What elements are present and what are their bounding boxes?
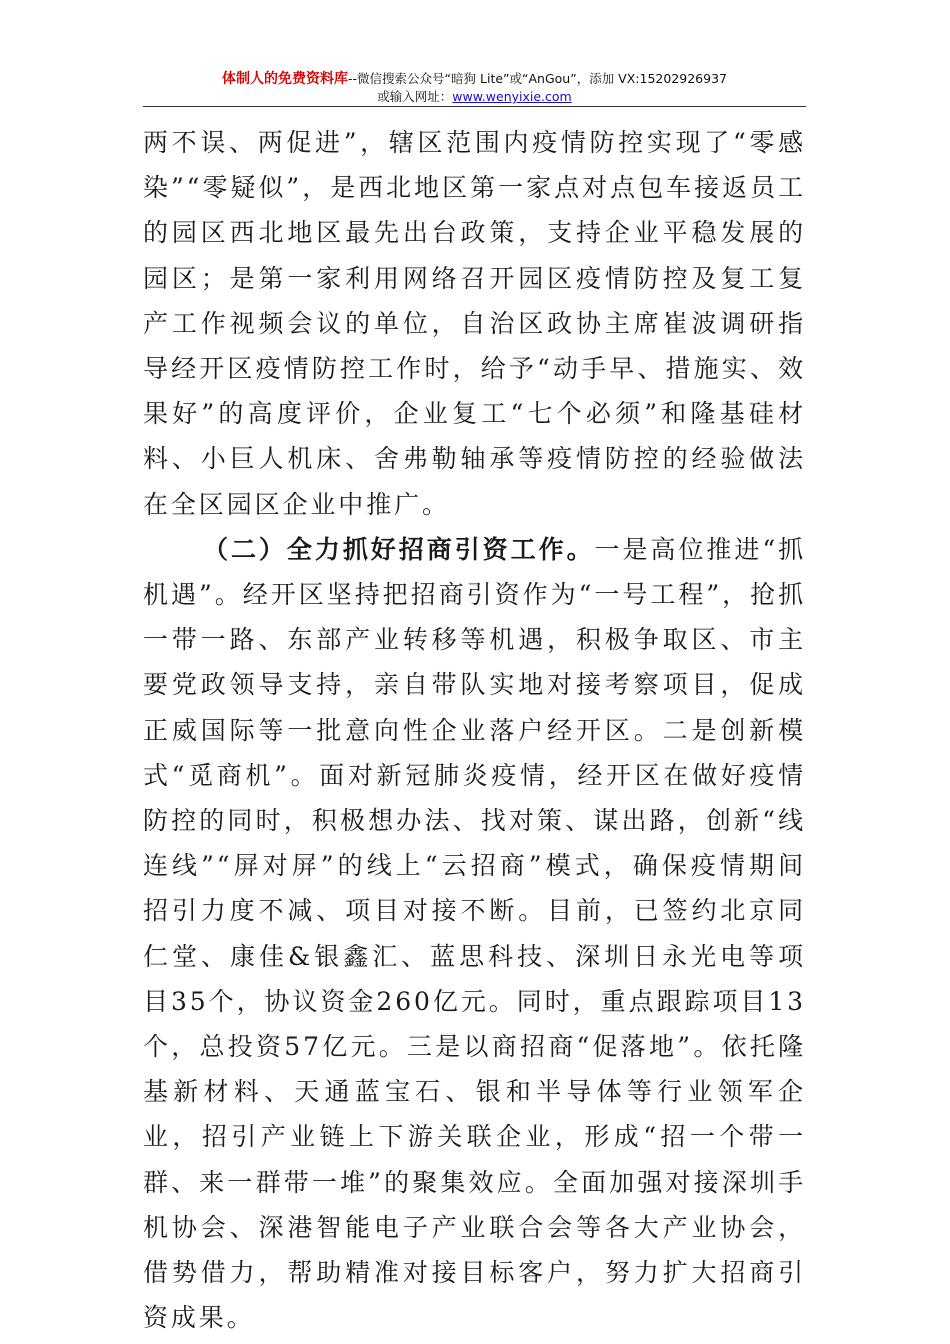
paragraph-continuation: 两不误、两促进”，辖区范围内疫情防控实现了“零感染”“零疑似”，是西北地区第一家点对点包车接返员工的园区西北地区最先出台政策，支持企业平稳发展的园区；是第一家利用网络召开园区疫情防控及复工复产工作视频会议的单位，自治区政协主席崔波调研指导经开区疫情防控工作时，给予“动手早、措施实、效果好”的高度评价，企业复工“七个必须”和隆基硅材料、小巨人机床、舍弗勒轴承等疫情防控的经验做法在全区园区企业中推广。 [143, 128, 806, 519]
header-line-1 [143, 70, 806, 88]
header-brand-text: 体制人的免费资料库 [222, 71, 349, 87]
document-body [143, 120, 806, 1340]
paragraph-investment-body: 一是高位推进“抓机遇”。经开区坚持把招商引资作为“一号工程”，抢抓一带一路、东部产业转移等机遇，积极争取区、市主要党政领导支持，亲自带队实地对接考察项目，促成正威国际等一批意向性企业落户经开区。二是创新模式“觅商机”。面对新冠肺炎疫情，经开区在做好疫情防控的同时，积极想办法、找对策、谋出路，创新“线连线”“屏对屏”的线上“云招商”模式，确保疫情期间招引力度不减、项目对接不断。目前，已签约北京同仁堂、康佳&银鑫汇、蓝思科技、深圳日永光电等项目35个，协议资金260亿元。同时，重点跟踪项目13个，总投资57亿元。三是以商招商“促落地”。依托隆基新材料、天通蓝宝石、银和半导体等行业领军企业，招引产业链上下游关联企业，形成“招一个带一群、来一群带一堆”的聚集效应。全面加强对接深圳手机协会、深港智能电子产业联合会等各大产业协会，借势借力，帮助精准对接目标客户，努力扩大招商引资成果。 [143, 534, 806, 1333]
header-url-link[interactable]: www.wenyixie.com [452, 89, 572, 104]
page-header [143, 70, 806, 106]
header-line-2 [143, 88, 806, 106]
header-url-label: 或输入网址： [377, 89, 453, 104]
header-divider [143, 106, 806, 107]
section-subheading: （二）全力抓好招商引资工作。 [203, 534, 595, 564]
header-contact-text: --微信搜索公众号“暗狗 Lite”或“AnGou”，添加 VX:15202926937 [348, 71, 727, 86]
paragraph-investment [143, 527, 806, 1341]
